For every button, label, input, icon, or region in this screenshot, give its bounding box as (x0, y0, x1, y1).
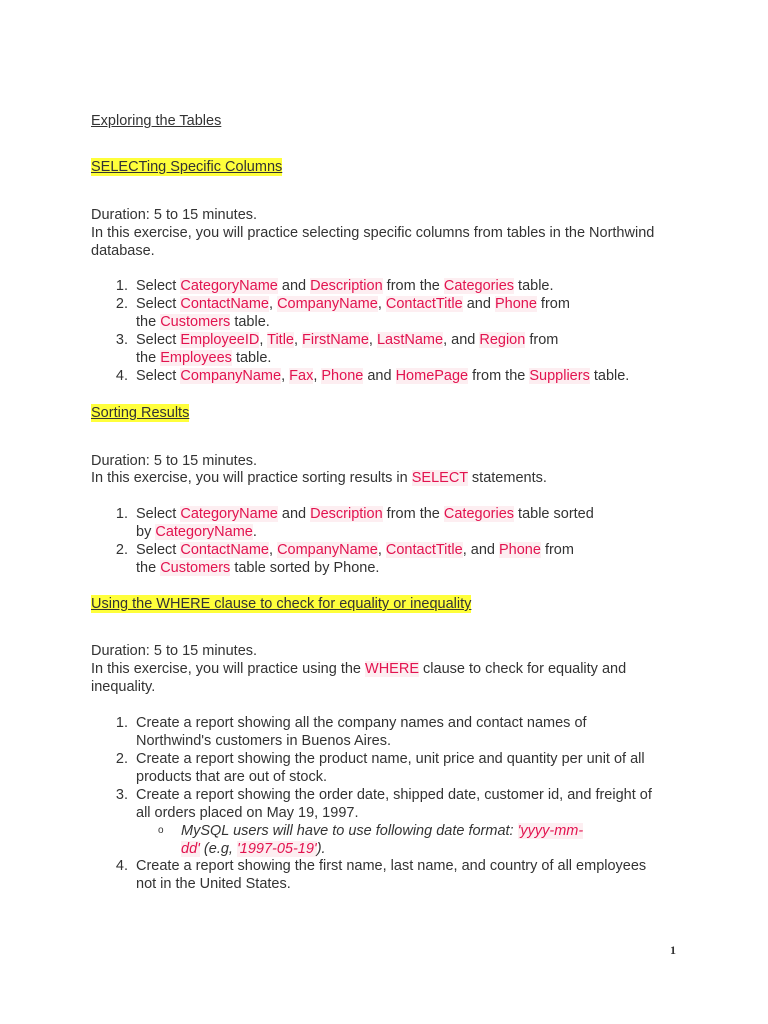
code-keyword: SELECT (411, 470, 468, 486)
code-keyword: FirstName (302, 332, 369, 348)
intro-text: In this exercise, you will practice using the WHERE clause to check for equality and (91, 661, 627, 677)
list-item: Create a report showing the product name, unit price and quantity per unit of all (136, 751, 645, 767)
code-keyword: Region (479, 332, 526, 348)
list-item: Create a report showing all the company names and contact names of (136, 715, 587, 731)
document-title: Exploring the Tables (91, 113, 222, 129)
code-keyword: CompanyName (277, 296, 378, 312)
code-keyword: CompanyName (277, 542, 378, 558)
code-keyword: Suppliers (529, 368, 590, 384)
code-keyword: Employees (160, 350, 232, 366)
intro-text: database. (91, 243, 155, 259)
code-keyword: CategoryName (155, 524, 253, 540)
code-keyword: Customers (160, 314, 231, 330)
list-item-continuation: not in the United States. (136, 876, 291, 892)
list-item-continuation: the Employees table. (136, 350, 272, 366)
list-item: Select EmployeeID, Title, FirstName, LastName, and Region from (136, 332, 559, 348)
section-heading-where-clause (91, 595, 471, 613)
code-keyword: LastName (376, 332, 444, 348)
list-item-continuation: the Customers table sorted by Phone. (136, 560, 380, 576)
list-number: 1. (115, 715, 128, 731)
list-item-continuation: by CategoryName. (136, 524, 257, 540)
code-keyword: dd' (181, 841, 200, 857)
code-keyword: Categories (443, 278, 515, 294)
duration-text: Duration: 5 to 15 minutes. (91, 207, 258, 223)
code-keyword: '1997-05-19' (236, 841, 317, 857)
heading-text: Sorting Results (91, 405, 190, 421)
code-keyword: ContactTitle (385, 542, 463, 558)
intro-text: In this exercise, you will practice selecting specific columns from tables in the Northwind (91, 225, 655, 241)
list-item-continuation: products that are out of stock. (136, 769, 328, 785)
code-keyword: CompanyName (180, 368, 282, 384)
sub-bullet-marker: o (158, 825, 164, 836)
code-keyword: Phone (498, 542, 541, 558)
list-number: 1. (115, 506, 128, 522)
code-keyword: Description (310, 506, 383, 522)
list-number: 2. (115, 751, 128, 767)
heading-text: SELECTing Specific Columns (91, 159, 283, 175)
list-number: 3. (115, 332, 128, 348)
code-keyword: ContactName (180, 296, 269, 312)
list-item: Select CategoryName and Description from the Categories table. (136, 278, 554, 294)
code-keyword: Title (267, 332, 294, 348)
list-item: Create a report showing the order date, shipped date, customer id, and freight of (136, 787, 652, 803)
list-item: Select CompanyName, Fax, Phone and HomePage from the Suppliers table. (136, 368, 630, 384)
code-keyword: EmployeeID (180, 332, 260, 348)
code-keyword: Categories (443, 506, 515, 522)
code-keyword: CategoryName (180, 278, 278, 294)
code-keyword: ContactName (180, 542, 269, 558)
section-heading-sorting-results (91, 404, 189, 422)
code-keyword: Phone (494, 296, 537, 312)
code-keyword: Phone (321, 368, 364, 384)
list-number: 4. (115, 368, 128, 384)
list-item-continuation: the Customers table. (136, 314, 270, 330)
list-item-continuation: all orders placed on May 19, 1997. (136, 805, 359, 821)
list-item: Select ContactName, CompanyName, ContactTitle and Phone from (136, 296, 570, 312)
page-number: 1 (670, 943, 676, 957)
list-number: 3. (115, 787, 128, 803)
list-number: 4. (115, 858, 128, 874)
code-keyword: 'yyyy-mm- (517, 823, 584, 839)
code-keyword: ContactTitle (385, 296, 463, 312)
date-format-note-continuation: dd' (e.g, '1997-05-19'). (181, 841, 326, 857)
list-item: Select ContactName, CompanyName, ContactTitle, and Phone from (136, 542, 574, 558)
list-number: 2. (115, 542, 128, 558)
code-keyword: Fax (289, 368, 314, 384)
date-format-note: MySQL users will have to use following date format: 'yyyy-mm- (181, 823, 584, 839)
code-keyword: CategoryName (180, 506, 278, 522)
duration-text: Duration: 5 to 15 minutes. (91, 643, 258, 659)
list-item-continuation: Northwind's customers in Buenos Aires. (136, 733, 392, 749)
list-item: Create a report showing the first name, last name, and country of all employees (136, 858, 647, 874)
section-heading-selecting-columns (91, 158, 282, 176)
code-keyword: Description (310, 278, 383, 294)
code-keyword: HomePage (395, 368, 469, 384)
list-item: Select CategoryName and Description from the Categories table sorted (136, 506, 594, 522)
code-keyword: WHERE (365, 661, 419, 677)
list-number: 2. (115, 296, 128, 312)
heading-text: Using the WHERE clause to check for equality or inequality (91, 596, 472, 612)
list-number: 1. (115, 278, 128, 294)
duration-text: Duration: 5 to 15 minutes. (91, 453, 258, 469)
intro-text: In this exercise, you will practice sorting results in SELECT statements. (91, 470, 547, 486)
code-keyword: Customers (160, 560, 231, 576)
intro-text: inequality. (91, 679, 156, 695)
